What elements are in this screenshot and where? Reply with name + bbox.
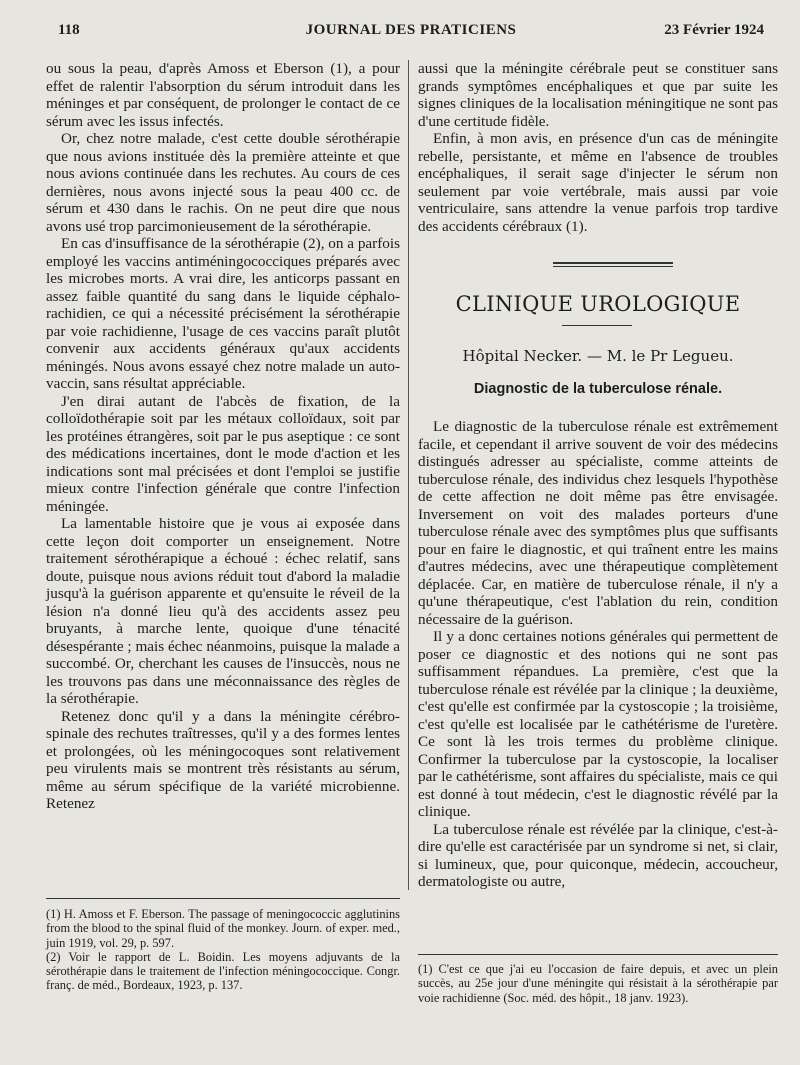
section-title: CLINIQUE UROLOGIQUE [455, 292, 741, 316]
paragraph: La lamentable histoire que je vous ai exposée dans cette leçon doit comporter un enseignement. Notre traitement sérothérapique a échoué : échec relatif, sans doute, puisque nous avions réduit tout d'abord la maladie jusqu'à la guérison apparente et qu'ensuite le réveil de la lésion n'a donné lieu qu'à des accidents assez peu bruyants, à marche lente, quoique d'une ténacité désespérante ; mais échec néanmoins, puisque la malade a succombé. Or, cherchant les causes de l'insuccès, nous ne les trouvons pas dans une méconnaissance des règles de la sérothérapie. [46, 515, 400, 707]
left-column [46, 60, 400, 813]
paragraph: Le diagnostic de la tuberculose rénale est extrêmement facile, et cependant il arrive souvent de voir des médecins distingués adresser au spécialiste, comme atteints de tuberculose rénale, des individus chez lesquels l'hypothèse de cette affection ne doit même pas être envisagée. Inversement on voit des malades porteurs d'une tuberculose rénale avec des symptômes plus que suffisants pour en faire le diagnostic, et qui traînent entre les mains d'autres médecins, avec une thérapeutique complètement déplacée. Car, en matière de tuberculose rénale, il n'y a qu'une thérapeutique, c'est l'ablation du rein, condition nécessaire de la guérison. [418, 418, 778, 628]
paragraph: En cas d'insuffisance de la sérothérapie (2), on a parfois employé les vaccins antiméningococciques préparés avec les microbes morts. A vrai dire, les anticorps passant en assez faible quantité du sang dans le liquide céphalo-rachidien, ce qui a nécessité précisément la sérothérapie par voie rachidienne, l'usage de ces vaccins paraît plutôt convenir aux accidents généraux qu'aux accidents méningés. Nous avons essayé chez notre malade un auto-vaccin, sans résultat appréciable. [46, 235, 400, 392]
issue-date: 23 Février 1924 [664, 22, 764, 38]
footnote: (2) Voir le rapport de L. Boidin. Les moyens adjuvants de la sérothérapie dans le traitement de l'infection méningococcique. Congr. franç. de méd., Bordeaux, 1923, p. 137. [46, 949, 400, 993]
paragraph: J'en dirai autant de l'abcès de fixation, de la colloïdothérapie soit par les métaux colloïdaux, soit par les protéines étrangères, soit par le pus aseptique : ce sont des médications incertaines, dont le mode d'action et les indications sont mal précisées et dont l'emploi se justifie mieux contre l'infection générale que contre l'infection méningée. [46, 392, 400, 515]
footnote: (1) C'est ce que j'ai eu l'occasion de faire depuis, et avec un plein succès, au 25e jour d'une méningite qui résistait à la sérothérapie par voie rachidienne (Soc. méd. des hôpit., 18 janv. 1923). [418, 962, 778, 1005]
paragraph: Enfin, à mon avis, en présence d'un cas de méningite rebelle, persistante, et même en l'absence de troubles encéphaliques, il serait sage d'injecter le sérum non seulement par voie vertébrale, mais aussi par voie ventriculaire, sans attendre la venue parfois trop tardive des accidents cérébraux (1). [418, 130, 778, 235]
section-divider [553, 266, 673, 267]
paragraph: Il y a donc certaines notions générales qui permettent de poser ce diagnostic et des notions qui ne sont pas suffisamment répandues. La première, c'est que la tuberculose rénale est révélée par la clinique ; la deuxième, c'est qu'elle est confirmée par la cystoscopie ; la troisième, c'est qu'elle est localisée par le cathétérisme de l'uretère. Ce sont là les trois termes du problème clinique. Confirmer la tuberculose par la cystoscopie, la localiser par le cathétérisme, sont affaires du spécialiste, mais ce qui est donné à tout médecin, c'est le diagnostic révélé par la clinique. [418, 628, 778, 820]
footnote: (1) H. Amoss et F. Eberson. The passage of meningococcic agglutinins from the blood to the spinal fluid of the monkey. Journ. of exper. med., juin 1919, vol. 29, p. 597. [46, 907, 400, 950]
journal-title: JOURNAL DES PRATICIENS [305, 22, 517, 38]
title-underline [562, 325, 632, 326]
paragraph: ou sous la peau, d'après Amoss et Eberson (1), a pour effet de ralentir l'absorption du sérum introduit dans les méninges et par conséquent, de prolonger le contact de ce sérum avec les issus infectés. [46, 60, 400, 130]
left-footnotes [46, 907, 400, 993]
footnote-rule [46, 898, 400, 899]
section-divider [553, 262, 673, 264]
page-header [58, 18, 764, 44]
paragraph: Retenez donc qu'il y a dans la méningite cérébro-spinale des rechutes traîtresses, qu'il y a des formes lentes et prolongées, où les méningocoques sont relativement peu virulents mais se montrent très résistants au sérum, même au sérum spécifique de la variété microbienne. Retenez [46, 707, 400, 812]
right-footnote [418, 962, 778, 1005]
footnote-rule [418, 954, 778, 955]
paragraph: Or, chez notre malade, c'est cette double sérothérapie que nous avions instituée dès la première atteinte et que nous avions continuée dans les rechutes. Au cours de ces dernières, nous avons injecté sous la peau 400 cc. de sérum et 430 dans le rachis. On ne peut dire que nous avons usé trop parcimonieusement de la sérothérapie. [46, 130, 400, 235]
article-title: Diagnostic de la tuberculose rénale. [473, 381, 723, 397]
paragraph: La tuberculose rénale est révélée par la clinique, c'est-à-dire qu'elle est caractérisée par un syndrome si net, si clair, si lumineux, que, pour quiconque, médecin, accoucheur, dermatologiste ou autre, [418, 820, 778, 890]
paragraph: aussi que la méningite cérébrale peut se constituer sans grands symptômes encéphaliques et que par suite les signes cliniques de la localisation méningitique ne sont pas d'une certitude fidèle. [418, 60, 778, 130]
author-line: Hôpital Necker. — M. le Pr Legueu. [462, 347, 734, 365]
right-column-top [418, 60, 778, 235]
column-rule [408, 60, 409, 890]
page-number: 118 [58, 22, 80, 38]
right-column-article [418, 418, 778, 891]
